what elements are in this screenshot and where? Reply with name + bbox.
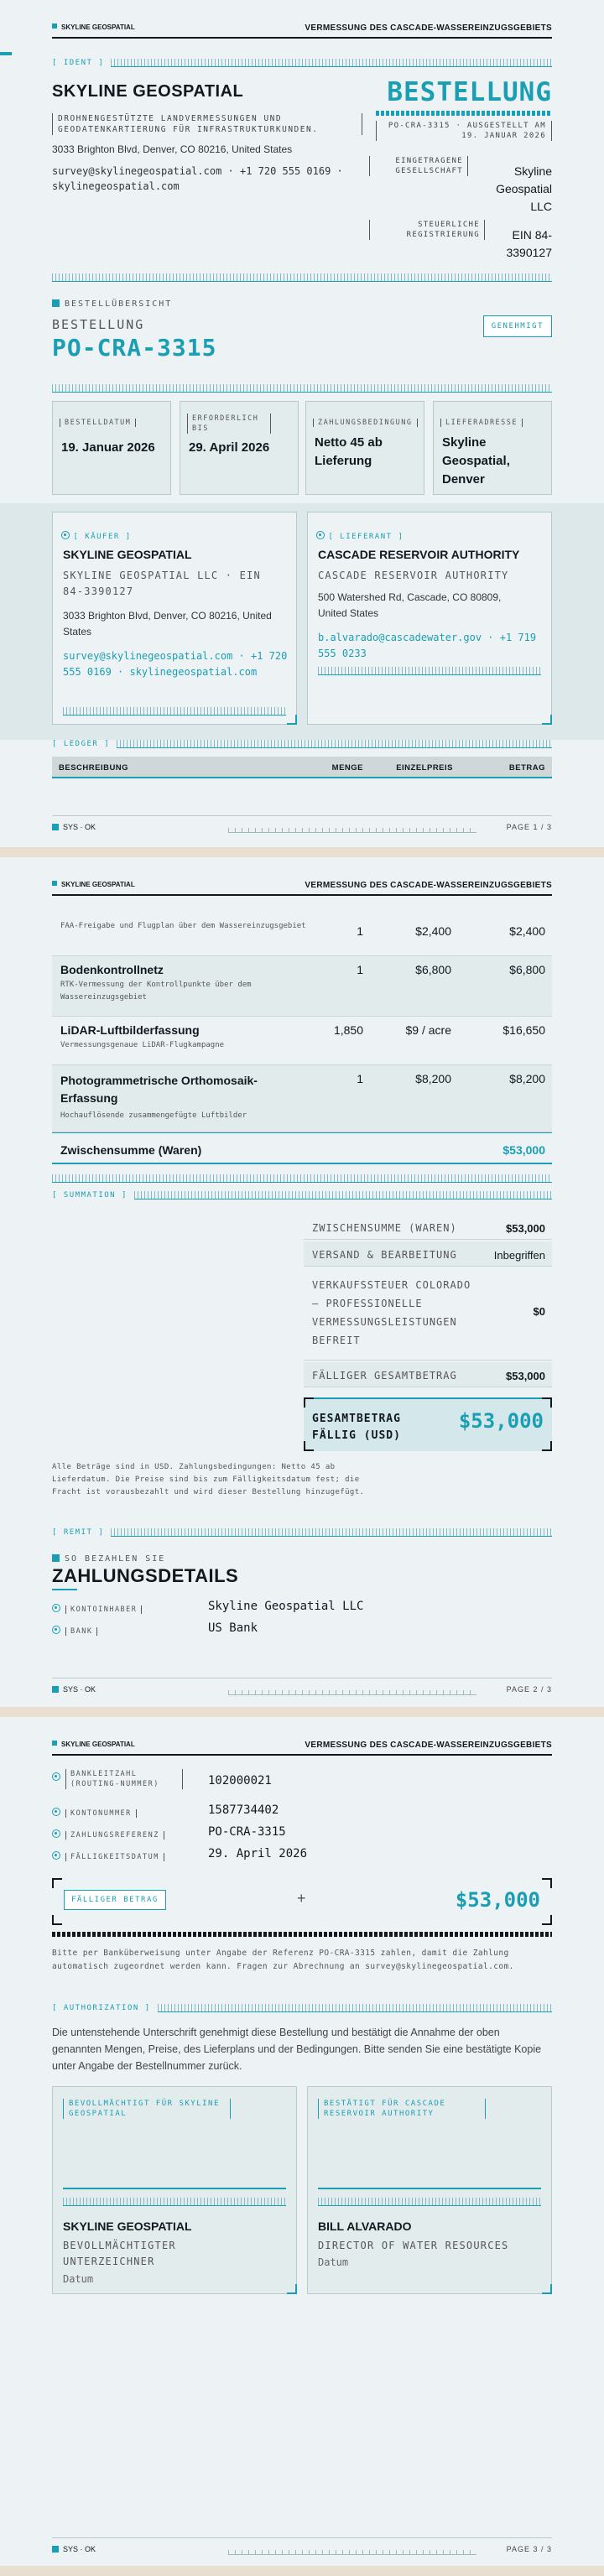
- sum-row: FÄLLIGER GESAMTBETRAG $53,000: [304, 1362, 552, 1387]
- remit-field: KONTOINHABER Skyline Geospatial LLC: [52, 1597, 552, 1616]
- issuer-address: 3033 Brighton Blvd, Denver, CO 80216, United States: [52, 143, 293, 155]
- edge-tick: [0, 52, 12, 55]
- ruler: [318, 667, 541, 675]
- remit-instructions: Bitte per Banküberweisung unter Angabe der Referenz PO-CRA-3315 zahlen, damit die Zahlung automatisch zugeordnet werden kann. Fragen zur Abrechnung an survey@skylinegeospatial.com.: [52, 1949, 514, 1971]
- ruler: [52, 384, 552, 393]
- vendor-tag: [ LIEFERANT ]: [328, 533, 404, 541]
- page-3: [0, 1717, 604, 2566]
- signer-left-name: SKYLINE GEOSPATIAL: [63, 2220, 192, 2233]
- cell-required-by: ERFORDERLICH BIS 29. April 2026: [180, 401, 299, 495]
- doc-id-block: [376, 77, 552, 141]
- signature-card-right: BESTÄTIGT FÜR CASCADE RESERVOIR AUTHORITY BILL ALVARADO DIRECTOR OF WATER RESOURCES Datum: [307, 2086, 552, 2294]
- page-header: SKYLINE GEOSPATIAL VERMESSUNG DES CASCADE-WASSEREINZUGSGEBIETS: [52, 1741, 552, 1756]
- sum-row: VERKAUFSSTEUER COLORADO – PROFESSIONELLE VERMESSUNGSLEISTUNGEN BEFREIT $0: [304, 1268, 552, 1361]
- grand-total: GESAMTBETRAG FÄLLIG (USD) $53,000: [304, 1397, 552, 1451]
- table-row: FAA-Freigabe und Flugplan über dem Wassereinzugsgebiet 1 $2,400 $2,400: [52, 911, 552, 956]
- vendor-contact: b.alvarado@cascadewater.gov · +1 719 555 0233: [318, 632, 537, 659]
- ruler: [117, 740, 552, 748]
- reg-label: EINGETRAGENE GESELLSCHAFT: [369, 156, 468, 176]
- ruler: [111, 59, 552, 67]
- signer-right-name: BILL ALVARADO: [318, 2220, 412, 2233]
- summation-tagrow: [52, 1191, 552, 1200]
- remit-field: FÄLLIGKEITSDATUM 29. April 2026: [52, 1845, 552, 1863]
- header-brand: SKYLINE GEOSPATIAL: [61, 23, 135, 31]
- header-project: VERMESSUNG DES CASCADE-WASSEREINZUGSGEBIETS: [305, 23, 552, 33]
- page-2: [0, 857, 604, 1707]
- remit-tag: [ REMIT ]: [52, 1528, 105, 1537]
- overview-kicker: BESTELLÜBERSICHT: [52, 295, 552, 310]
- status-badge: GENEHMIGT: [483, 315, 552, 337]
- ledger-tagrow: [52, 740, 552, 748]
- signature-card-left: BEVOLLMÄCHTIGT FÜR SKYLINE GEOSPATIAL SKYLINE GEOSPATIAL BEVOLLMÄCHTIGTER UNTERZEICHNER Datum: [52, 2086, 297, 2294]
- overview-po: PO-CRA-3315: [52, 334, 217, 362]
- remit-title: ZAHLUNGSDETAILS: [52, 1565, 239, 1586]
- remit-field: BANK US Bank: [52, 1619, 552, 1637]
- authorization-text: Die untenstehende Unterschrift genehmigt diese Bestellung und bestätigt die Annahme der oben genannten Mengen, Preise, des Lieferplans und der Bedingungen. Bitte senden Sie eine bestätigte Kopie unter Angabe der Bestellnummer zurück.: [52, 2027, 542, 2072]
- signer-left-role: BEVOLLMÄCHTIGTER UNTERZEICHNER: [63, 2240, 176, 2267]
- ruler: [52, 273, 552, 282]
- page-footer: SYS · OK PAGE 2 / 3: [52, 1678, 552, 1694]
- page-footer: SYS · OK PAGE 3 / 3: [52, 2537, 552, 2554]
- remit-tagrow: [52, 1528, 552, 1537]
- remit-field: ZAHLUNGSREFERENZ PO-CRA-3315: [52, 1823, 552, 1841]
- tax-label: STEUERLICHE REGISTRIERUNG: [369, 220, 485, 240]
- page-header: SKYLINE GEOSPATIAL VERMESSUNG DES CASCADE-WASSEREINZUGSGEBIETS: [52, 881, 552, 896]
- ident-tagrow: [52, 59, 552, 67]
- page-header: [52, 23, 552, 39]
- remit-kicker: SO BEZAHLEN SIE: [52, 1550, 552, 1565]
- buyer-card: [52, 512, 297, 725]
- vendor-legal: CASCADE RESERVOIR AUTHORITY: [318, 570, 509, 581]
- ruler: [52, 1174, 552, 1183]
- authorization-tagrow: [52, 2004, 552, 2012]
- reg-value: Skyline Geospatial LLC: [496, 164, 552, 213]
- dots-rule: [52, 369, 228, 374]
- doc-issued: PO-CRA-3315 · AUSGESTELLT AM 19. JANUAR 2026: [376, 121, 552, 141]
- remit-field: BANKLEITZAHL (ROUTING-NUMMER) 102000021: [52, 1767, 552, 1796]
- remit-field: KONTONUMMER 1587734402: [52, 1801, 552, 1819]
- page-footer: SYS · OK PAGE 1 / 3: [52, 815, 552, 832]
- vendor-address: 500 Watershed Rd, Cascade, CO 80809, United States: [318, 591, 502, 619]
- buyer-contact: survey@skylinegeospatial.com · +1 720 555 0169 · skylinegeospatial.com: [63, 650, 288, 678]
- ruler: [63, 707, 286, 716]
- ruler: [134, 1191, 552, 1200]
- authorization-tag: [ AUTHORIZATION ]: [52, 2004, 151, 2012]
- page-1: [0, 0, 604, 847]
- table-row: LiDAR-Luftbilderfassung Vermessungsgenaue LiDAR-Flugkampagne 1,850 $9 / acre $16,650: [52, 1017, 552, 1065]
- table-row: Photogrammetrische Orthomosaik-Erfassung Hochauflösende zusammengefügte Luftbilder 1 $8,200 $8,200: [52, 1065, 552, 1132]
- table-row: Bodenkontrollnetz RTK-Vermessung der Kontrollpunkte über dem Wassereinzugsgebiet 1 $6,800 $6,800: [52, 956, 552, 1017]
- overview-label: BESTELLUNG: [52, 317, 145, 332]
- cell-delivery-address: LIEFERADRESSE Skyline Geospatial, Denver: [433, 401, 552, 495]
- signer-left-date: Datum: [63, 2273, 94, 2285]
- vendor-card: [307, 512, 552, 725]
- doc-title: BESTELLUNG: [387, 77, 552, 107]
- issuer-contact: survey@skylinegeospatial.com · +1 720 555 0169 · skylinegeospatial.com: [52, 165, 343, 192]
- ledger-header: BESCHREIBUNG MENGE EINZELPREIS BETRAG: [52, 757, 552, 778]
- buyer-name: SKYLINE GEOSPATIAL: [63, 548, 192, 561]
- vendor-name: CASCADE RESERVOIR AUTHORITY: [318, 548, 520, 561]
- dots-rule: [376, 111, 552, 116]
- buyer-tag: [ KÄUFER ]: [73, 533, 132, 541]
- ident-tag: [ IDENT ]: [52, 59, 105, 67]
- dots-rule: [52, 1932, 552, 1937]
- summation-note: Alle Beträge sind in USD. Zahlungsbedingungen: Netto 45 ab Lieferdatum. Die Preise sind bis zum Fälligkeitsdatum fest; die Fracht ist vorausbezahlt und wird dieser Bestellung hinzugefügt.: [52, 1463, 365, 1496]
- signer-right-role: DIRECTOR OF WATER RESOURCES: [318, 2240, 509, 2251]
- sum-row: VERSAND & BEARBEITUNG Inbegriffen: [304, 1241, 552, 1267]
- issuer-tagline: DROHNENGESTÜTZTE LANDVERMESSUNGEN UND GEODATENKARTIERUNG FÜR INFRASTRUKTURKUNDEN.: [52, 113, 362, 135]
- signer-right-date: Datum: [318, 2256, 349, 2268]
- ruler: [158, 2004, 552, 2012]
- ledger-subtotal: Zwischensumme (Waren) $53,000: [52, 1132, 552, 1164]
- cell-payment-terms: ZAHLUNGSBEDINGUNG Netto 45 ab Lieferung: [305, 401, 424, 495]
- amount-due-box: FÄLLIGER BETRAG + $53,000: [52, 1878, 552, 1925]
- ruler: [111, 1528, 552, 1537]
- issuer-name: SKYLINE GEOSPATIAL: [52, 82, 244, 101]
- summation-tag: [ SUMMATION ]: [52, 1191, 128, 1200]
- buyer-address: 3033 Brighton Blvd, Denver, CO 80216, United States: [63, 610, 272, 637]
- sum-row: ZWISCHENSUMME (WAREN) $53,000: [304, 1215, 552, 1240]
- cell-order-date: BESTELLDATUM 19. Januar 2026: [52, 401, 171, 495]
- ledger-tag: [ LEDGER ]: [52, 740, 111, 748]
- tax-value: EIN 84-3390127: [506, 228, 552, 259]
- buyer-legal: SKYLINE GEOSPATIAL LLC · EIN 84-3390127: [63, 570, 261, 597]
- issuer-block: [52, 82, 362, 194]
